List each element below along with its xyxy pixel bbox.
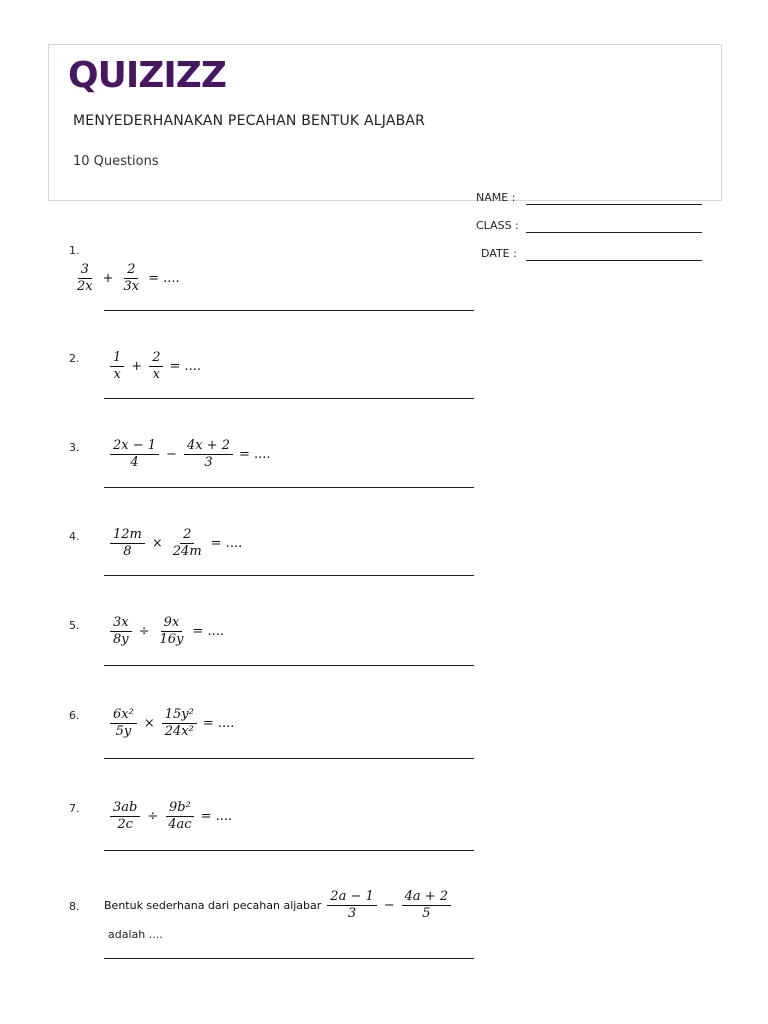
fraction: [110, 615, 132, 648]
operator: ÷: [138, 624, 150, 639]
question-number: 6.: [69, 709, 80, 722]
denominator: 3x: [123, 279, 140, 294]
numerator: 12m: [110, 527, 145, 544]
operator: +: [102, 271, 114, 286]
equals-dots: = ....: [238, 447, 271, 462]
numerator: 3x: [110, 615, 132, 632]
question-number: 7.: [69, 802, 80, 815]
fraction: [110, 350, 124, 383]
class-field[interactable]: [476, 219, 702, 233]
numerator: 15y²: [162, 707, 197, 724]
fraction: [74, 262, 96, 295]
fraction: [149, 350, 163, 383]
numerator: 2: [149, 350, 163, 367]
operator: −: [383, 898, 395, 913]
fraction: [165, 800, 194, 833]
denominator: x: [152, 367, 160, 382]
fraction: [157, 615, 187, 648]
numerator: 6x²: [110, 707, 137, 724]
question-expression: [104, 889, 453, 922]
date-field[interactable]: [476, 247, 702, 261]
operator: +: [131, 359, 143, 374]
fraction: [402, 889, 451, 922]
denominator: 4ac: [168, 817, 192, 832]
fraction: [121, 262, 143, 295]
denominator: 8: [123, 544, 132, 559]
question-number: 1.: [69, 244, 80, 257]
question-expression: [108, 527, 242, 560]
numerator: 2: [180, 527, 194, 544]
denominator: 8y: [113, 632, 129, 647]
denominator: 4: [130, 455, 139, 470]
operator: ÷: [147, 809, 159, 824]
fraction: [110, 527, 145, 560]
class-line[interactable]: [526, 232, 702, 233]
answer-line[interactable]: [104, 850, 474, 851]
operator: ×: [143, 716, 155, 731]
denominator: 2c: [117, 817, 133, 832]
answer-line[interactable]: [104, 310, 474, 311]
numerator: 9b²: [166, 800, 194, 817]
fraction: [110, 438, 159, 471]
equals-dots: = ....: [210, 536, 243, 551]
answer-line[interactable]: [104, 758, 474, 759]
fraction: [110, 707, 137, 740]
operator: ×: [151, 536, 163, 551]
question-number: 2.: [69, 352, 80, 365]
denominator: 3: [347, 906, 357, 921]
question-text: Bentuk sederhana dari pecahan aljabar: [104, 899, 322, 912]
numerator: 2: [124, 262, 138, 279]
worksheet-title: MENYEDERHANAKAN PECAHAN BENTUK ALJABAR: [73, 113, 426, 129]
question-expression: [108, 438, 271, 471]
date-label: DATE :: [481, 247, 517, 260]
numerator: 9x: [161, 615, 183, 632]
denominator: 2x: [77, 279, 93, 294]
equals-dots: = ....: [169, 359, 202, 374]
name-label: NAME :: [476, 191, 516, 204]
fraction: [184, 438, 233, 471]
name-field[interactable]: [476, 191, 702, 205]
question-expression: [108, 350, 201, 383]
quizizz-logo: QUIZIZZ: [68, 55, 226, 96]
date-line[interactable]: [526, 260, 702, 261]
question-expression: [108, 615, 224, 648]
operator: −: [166, 447, 177, 462]
question-number: 8.: [69, 900, 80, 913]
denominator: 3: [204, 455, 213, 470]
fraction: [110, 800, 140, 833]
answer-line[interactable]: [104, 398, 474, 399]
question-expression: [108, 800, 232, 833]
numerator: 3ab: [110, 800, 140, 817]
answer-line[interactable]: [104, 665, 474, 666]
answer-line[interactable]: [104, 958, 474, 959]
numerator: 2x − 1: [110, 438, 159, 455]
equals-dots: = ....: [202, 716, 235, 731]
equals-dots: = ....: [192, 624, 224, 639]
question-count: 10 Questions: [73, 154, 159, 169]
equals-dots: = ....: [148, 271, 180, 286]
answer-line[interactable]: [104, 575, 474, 576]
question-expression: [108, 707, 234, 740]
denominator: 24x²: [164, 724, 194, 739]
question-number: 3.: [69, 441, 80, 454]
answer-line[interactable]: [104, 487, 474, 488]
denominator: x: [113, 367, 121, 382]
denominator: 5: [422, 906, 431, 921]
denominator: 16y: [159, 632, 184, 647]
numerator: 3: [78, 262, 92, 279]
numerator: 4a + 2: [402, 889, 451, 906]
denominator: 5y: [115, 724, 132, 739]
fraction: [170, 527, 205, 560]
name-line[interactable]: [526, 204, 702, 205]
fraction: [327, 889, 376, 922]
numerator: 4x + 2: [184, 438, 233, 455]
question-text-continued: adalah ....: [108, 928, 163, 941]
numerator: 1: [110, 350, 124, 367]
equals-dots: = ....: [200, 809, 233, 824]
denominator: 24m: [172, 544, 202, 559]
class-label: CLASS :: [476, 219, 519, 232]
question-expression: [72, 262, 180, 295]
question-number: 5.: [69, 619, 80, 632]
fraction: [162, 707, 197, 740]
numerator: 2a − 1: [327, 889, 376, 906]
question-number: 4.: [69, 530, 80, 543]
